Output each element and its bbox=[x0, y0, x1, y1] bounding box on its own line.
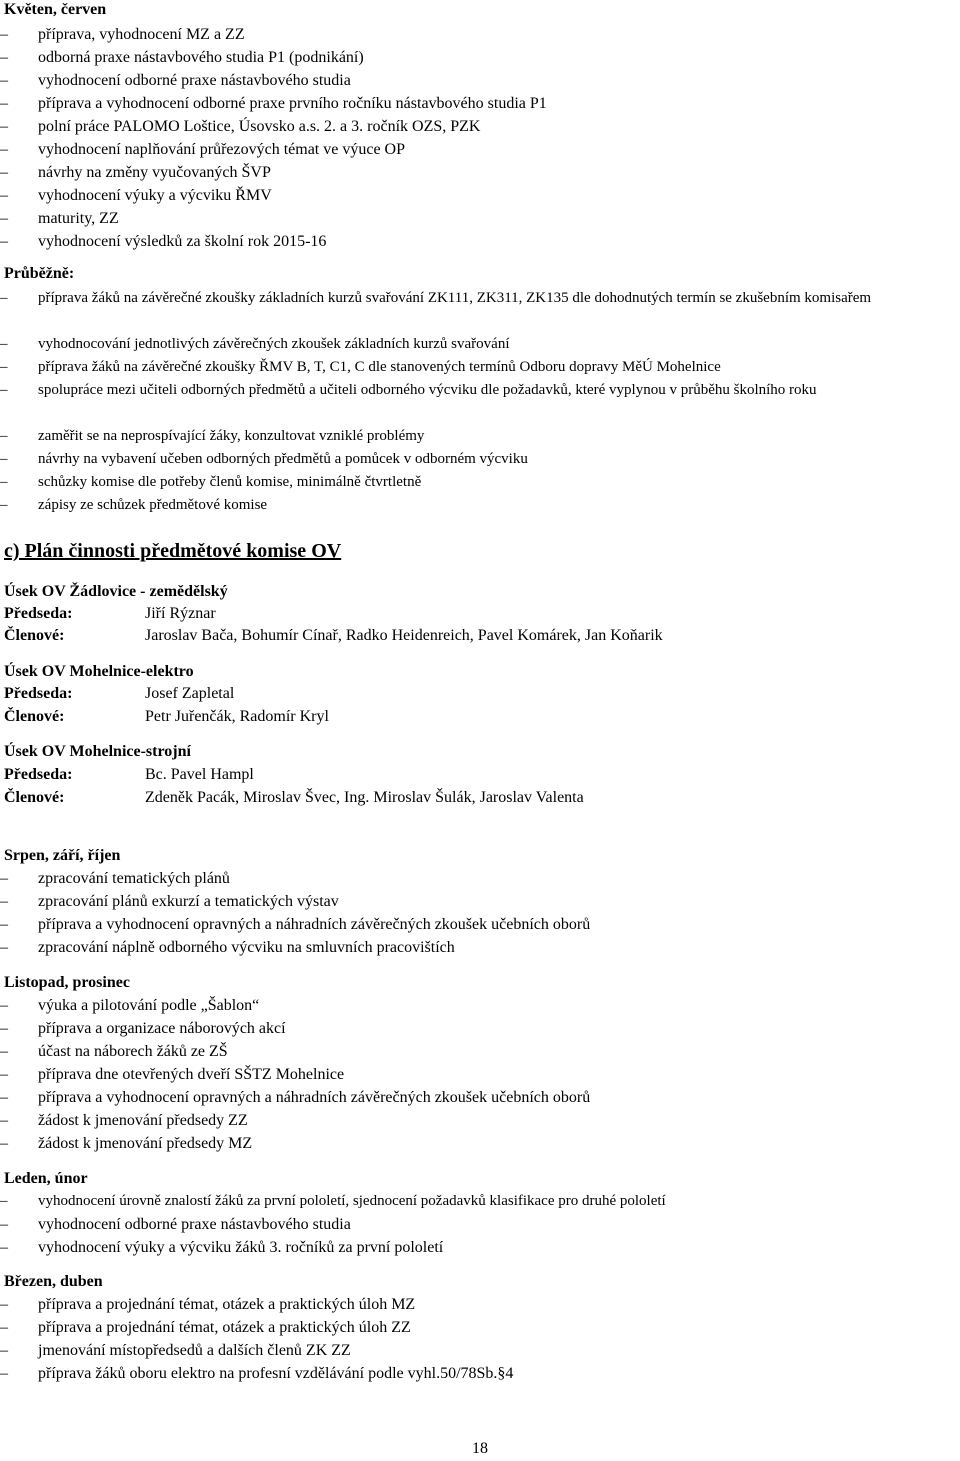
dash-bullet: – bbox=[0, 474, 8, 490]
dash-bullet: – bbox=[0, 1296, 8, 1313]
dash-bullet: – bbox=[0, 939, 8, 956]
dash-bullet: – bbox=[0, 1089, 8, 1106]
dash-bullet: – bbox=[0, 359, 8, 375]
heading-ongoing: Průběžně: bbox=[4, 265, 75, 282]
dash-bullet: – bbox=[0, 210, 8, 227]
dash-bullet: – bbox=[0, 428, 8, 444]
dash-bullet: – bbox=[0, 1043, 8, 1060]
dash-bullet: – bbox=[0, 141, 8, 158]
dash-bullet: – bbox=[0, 95, 8, 112]
unit-title: Úsek OV Mohelnice-strojní bbox=[4, 743, 191, 760]
dash-bullet: – bbox=[0, 997, 8, 1014]
list-item: – příprava žáků na závěrečné zkoušky základních kurzů svařování ZK111, ZK311, ZK135 dle dohodnutých termín se zkušebním komisařem bbox=[0, 287, 958, 333]
heading-may-june: Květen, červen bbox=[4, 1, 107, 18]
page-number: 18 bbox=[472, 1440, 488, 1457]
dash-bullet: – bbox=[0, 164, 8, 181]
dash-bullet: – bbox=[0, 893, 8, 910]
dash-bullet: – bbox=[0, 1239, 8, 1256]
document-page: Květen, červen – příprava, vyhodnocení MZ a ZZ – odborná praxe nástavbového studia P1 (podnikání) – vyhodnocení odborné praxe nástavbového studia – příprava a vyhodnocení odborné praxe prvního ročníku nástavbového studia P1 – polní práce PALOMO Loštice, Úsovsko a.s. 2. a 3. ročník OZS, PZK – vyhodnocení naplňování průřezových témat ve výuce OP – návrhy na změny vyučovaných ŠVP – vyhodnocení výuky a výcviku ŘMV – maturity, ZZ – vyhodnocení výsledků za školní rok 2015-16 Průběžně: – příprava žáků na závěrečné zkoušky základních kurzů svařování ZK111, ZK311, ZK135 dle dohodnutých termín se zkušebním komisařem – vyhodnocování jednotlivých závěrečných zkoušek základních kurzů svařování – příprava žáků na závěrečné zkoušky ŘMV B, T, C1, C dle stanovených termínů Odboru dopravy MěÚ Mohelnice – spolupráce mezi učiteli odborných předmětů a učiteli odborného výcviku dle požadavků, které vyplynou v průběhu školního roku – zaměřit se na neprospívající žáky, konzultovat vzniklé problémy – návrhy na vybavení učeben odborných předmětů a pomůcek v odborném výcviku – schůzky komise dle potřeby členů komise, minimálně čtvrtletně – zápisy ze schůzek předmětové komise c) Plán činnosti předmětové komise OV Úsek OV Žádlovice - zemědělský Předseda: Jiří Rýznar Členové: Jaroslav Bača, Bohumír Cínař, Radko Heidenreich, Pavel Komárek, Jan Koňarik Úsek OV Mohelnice-elektro Předseda: Josef Zapletal Členové: Petr Juřenčák, Radomír Kryl Úsek OV Mohelnice-strojní Předseda: Bc. Pavel Hampl Členové: Zdeněk Pacák, Miroslav Švec, Ing. Miroslav Šulák, Jaroslav Valenta Srpen, září, říjen – zpracování tematických plánů – zpracování plánů exkurzí a tematických výstav – příprava a vyhodnocení opravných a náhradních závěrečných zkoušek učebních oborů – zpracování náplně odborného výcviku na smluvních pracovištích Listopad, prosinec – výuka a pilotování podle „Šablon“ – příprava a organizace náborových akcí – účast na náborech žáků ze ZŠ – příprava dne otevřených dveří SŠTZ Mohelnice – příprava a vyhodnocení opravných a náhradních závěrečných zkoušek učebních oborů – žádost k jmenování předsedy ZZ – žádost k jmenování předsedy MZ Leden, únor – vyhodnocení úrovně znalostí žáků za první pololetí, sjednocení požadavků klasifikace pro druhé pololetí – vyhodnocení odborné praxe nástavbového studia – vyhodnocení výuky a výcviku žáků 3. ročníků za první pololetí Březen, duben – příprava a projednání témat, otázek a praktických úloh MZ – příprava a projednání témat, otázek a praktických úloh ZZ – jmenování místopředsedů a dalších členů ZK ZZ – příprava žáků oboru elektro na profesní vzdělávání podle vyhl.50/78Sb.§4 18 bbox=[0, 0, 960, 1461]
heading-aug-oct: Srpen, září, říjen bbox=[4, 847, 121, 864]
dash-bullet: – bbox=[0, 1319, 8, 1336]
heading-jan-feb: Leden, únor bbox=[4, 1170, 88, 1187]
dash-bullet: – bbox=[0, 1066, 8, 1083]
dash-bullet: – bbox=[0, 1365, 8, 1382]
dash-bullet: – bbox=[0, 497, 8, 513]
heading-nov-dec: Listopad, prosinec bbox=[4, 974, 130, 991]
dash-bullet: – bbox=[0, 290, 8, 306]
dash-bullet: – bbox=[0, 1342, 8, 1359]
dash-bullet: – bbox=[0, 451, 8, 467]
dash-bullet: – bbox=[0, 233, 8, 250]
dash-bullet: – bbox=[0, 1020, 8, 1037]
dash-bullet: – bbox=[0, 1112, 8, 1129]
dash-bullet: – bbox=[0, 118, 8, 135]
unit-title: Úsek OV Mohelnice-elektro bbox=[4, 663, 194, 680]
dash-bullet: – bbox=[0, 49, 8, 66]
unit-title: Úsek OV Žádlovice - zemědělský bbox=[4, 583, 228, 600]
dash-bullet: – bbox=[0, 1135, 8, 1152]
dash-bullet: – bbox=[0, 72, 8, 89]
dash-bullet: – bbox=[0, 870, 8, 887]
dash-bullet: – bbox=[0, 336, 8, 352]
heading-mar-apr: Březen, duben bbox=[4, 1273, 103, 1290]
dash-bullet: – bbox=[0, 916, 8, 933]
section-c-title: c) Plán činnosti předmětové komise OV bbox=[4, 540, 342, 562]
dash-bullet: – bbox=[0, 187, 8, 204]
dash-bullet: – bbox=[0, 26, 8, 43]
list-item: – spolupráce mezi učiteli odborných předmětů a učiteli odborného výcviku dle požadavků, které vyplynou v průběhu školního roku bbox=[0, 379, 958, 425]
dash-bullet: – bbox=[0, 1193, 8, 1209]
dash-bullet: – bbox=[0, 382, 8, 398]
dash-bullet: – bbox=[0, 1216, 8, 1233]
